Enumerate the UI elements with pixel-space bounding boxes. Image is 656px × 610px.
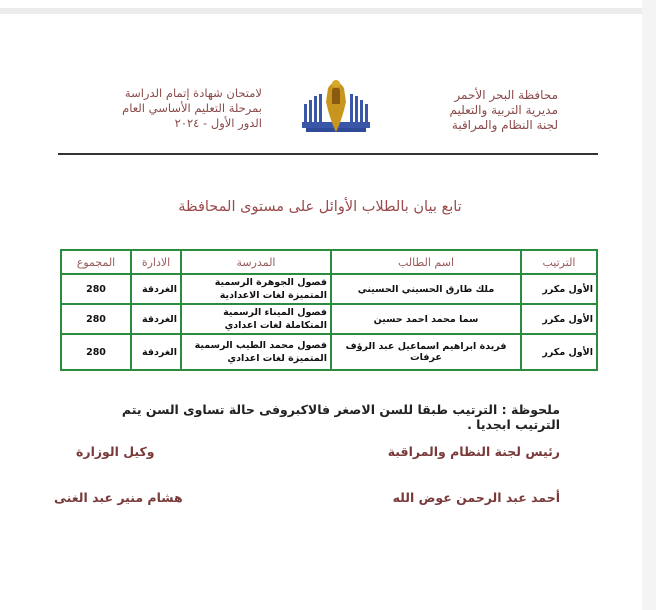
cell-name: سما محمد احمد حسين [331,304,521,334]
signature-name-committee-head: أحمد عبد الرحمن عوض الله [392,490,560,505]
header-stage: بمرحلة التعليم الأساسي العام [122,101,262,115]
cell-admin: الغردقة [131,334,181,370]
cell-school: فصول الجوهرة الرسمية المتميزة لغات الاعدادية [181,274,331,304]
header-total: المجموع [61,250,131,274]
header-session: الدور الأول - ٢٠٢٤ [174,116,262,130]
cell-school: فصول محمد الطيب الرسمية المتميزة لغات اعدادي [181,334,331,370]
cell-admin: الغردقة [131,304,181,334]
cell-rank: الأول مكرر [521,334,597,370]
cell-name: ملك طارق الحسيني الحسيني [331,274,521,304]
cell-school: فصول الميناء الرسمية المتكاملة لغات اعدادي [181,304,331,334]
header-exam: لامتحان شهادة إتمام الدراسة [124,86,262,100]
cell-total: 280 [61,274,131,304]
header-committee: لجنة النظام والمراقبة [451,118,558,132]
header-school: المدرسة [181,250,331,274]
cell-rank: الأول مكرر [521,274,597,304]
signature-name-undersecretary: هشام منير عبد الغنى [54,490,183,505]
header-directorate: مديرية التربية والتعليم [449,103,558,117]
cell-admin: الغردقة [131,274,181,304]
header-divider [58,153,598,155]
header-left-block [92,86,262,131]
results-table [60,249,598,371]
cell-rank: الأول مكرر [521,304,597,334]
cell-total: 280 [61,334,131,370]
header-administration: الادارة [131,250,181,274]
cell-name: فريدة ابراهيم اسماعيل عبد الرؤف عرفات [331,334,521,370]
signature-title-undersecretary: وكيل الوزارة [76,444,155,459]
header-right-block [358,88,558,133]
table-header-row [61,250,597,274]
ranking-note: ملحوظة : الترتيب طبقا للسن الاصغر فالاكبروفى حالة تساوى السن يتم الترتيب ابجديا . [121,402,560,432]
table-row [61,304,597,334]
page-title: تابع بيان بالطلاب الأوائل على مستوى المحافظة [178,199,462,215]
top-border-line [0,8,656,14]
header-rank: الترتيب [521,250,597,274]
table-row [61,334,597,370]
cell-total: 280 [61,304,131,334]
page-edge [642,0,656,610]
table-row [61,274,597,304]
header-governorate: محافظة البحر الأحمر [454,88,558,102]
signature-title-committee-head: رئيس لجنة النظام والمراقبة [387,444,560,459]
header-student-name: اسم الطالب [331,250,521,274]
eagle-emblem-icon [296,74,376,142]
